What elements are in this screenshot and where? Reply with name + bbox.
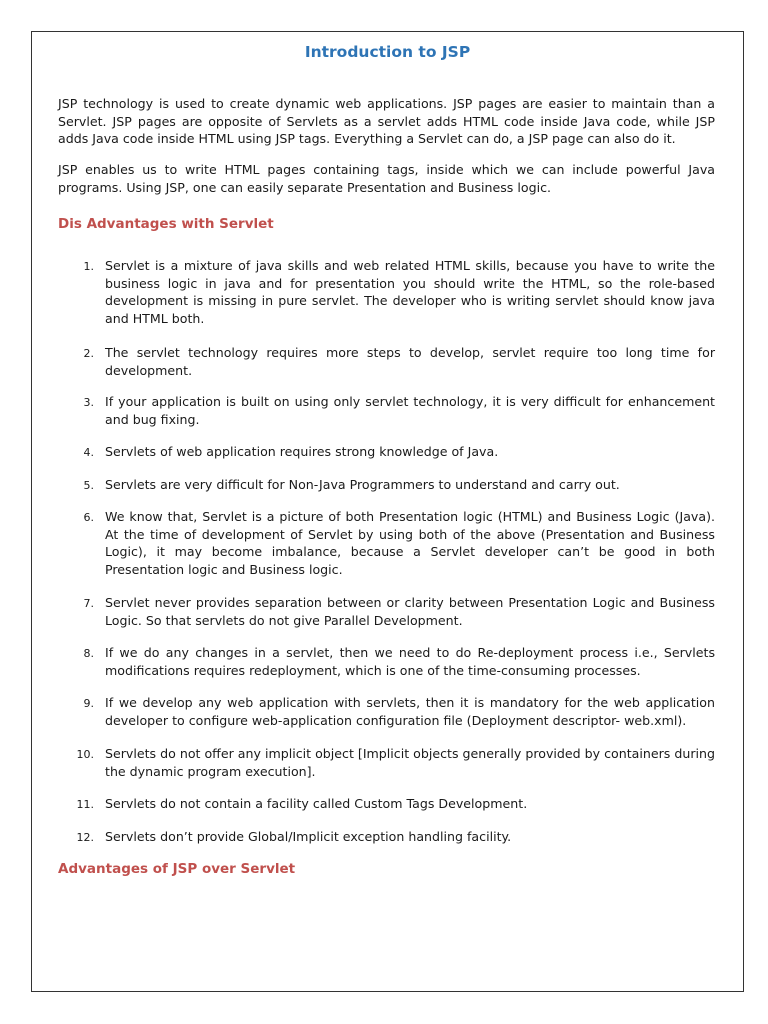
- section-heading-disadvantages: Dis Advantages with Servlet: [58, 216, 274, 232]
- section-heading-advantages: Advantages of JSP over Servlet: [58, 861, 296, 877]
- list-item-text: Servlets are very difficult for Non-Java Programmers to understand and carry out.: [105, 477, 620, 492]
- list-item-number: 2.: [83, 347, 94, 360]
- list-item-number: 1.: [83, 260, 94, 273]
- list-item-text: We know that, Servlet is a picture of both Presentation logic (HTML) and Business Logic (Java). At the time of development of Servlet by using both of the above (Presentation and Business Logic), it may become imbalance, because a Servlet developer can’t be good in both Presentation logic and Business logic.: [105, 509, 715, 577]
- list-item-text: Servlets don’t provide Global/Implicit exception handling facility.: [105, 829, 512, 844]
- list-item-number: 6.: [83, 511, 94, 524]
- list-item-number: 7.: [83, 597, 94, 610]
- list-item-number: 3.: [83, 396, 94, 409]
- intro-paragraph-2: JSP enables us to write HTML pages containing tags, inside which we can include powerful Java programs. Using JSP, one can easily separate Presentation and Business logic.: [58, 162, 715, 195]
- list-item-text: Servlets do not contain a facility called Custom Tags Development.: [105, 796, 528, 811]
- list-item-text: Servlets do not offer any implicit object [Implicit objects generally provided by containers during the dynamic program execution].: [105, 746, 715, 779]
- list-item-number: 11.: [76, 798, 94, 811]
- list-item-text: If we do any changes in a servlet, then we need to do Re-deployment process i.e., Servlets modifications requires redeployment, which is one of the time-consuming processes.: [105, 645, 715, 678]
- list-item-number: 12.: [76, 831, 94, 844]
- intro-paragraph-1: JSP technology is used to create dynamic web applications. JSP pages are easier to maintain than a Servlet. JSP pages are opposite of Servlets as a servlet adds HTML code inside Java code, while JSP adds Java code inside HTML using JSP tags. Everything a Servlet can do, a JSP page can also do it.: [58, 96, 715, 147]
- list-item-text: If your application is built on using only servlet technology, it is very difficult for enhancement and bug fixing.: [105, 394, 715, 427]
- list-item-text: Servlet never provides separation between or clarity between Presentation Logic and Business Logic. So that servlets do not give Parallel Development.: [105, 595, 715, 628]
- list-item-number: 8.: [83, 647, 94, 660]
- list-item-text: Servlet is a mixture of java skills and web related HTML skills, because you have to write the business logic in java and for presentation you should write the HTML, so the role-based development is missing in pure servlet. The developer who is writing servlet should know java and HTML both.: [105, 258, 715, 326]
- list-item-number: 4.: [83, 446, 94, 459]
- list-item-text: The servlet technology requires more steps to develop, servlet require too long time for development.: [105, 345, 715, 378]
- page-title: Introduction to JSP: [304, 43, 471, 61]
- list-item-text: Servlets of web application requires strong knowledge of Java.: [105, 444, 499, 459]
- list-item-number: 9.: [83, 697, 94, 710]
- list-item-text: If we develop any web application with servlets, then it is mandatory for the web application developer to configure web-application configuration file (Deployment descriptor- web.xml).: [105, 695, 715, 728]
- list-item-number: 5.: [83, 479, 94, 492]
- list-item-number: 10.: [76, 748, 94, 761]
